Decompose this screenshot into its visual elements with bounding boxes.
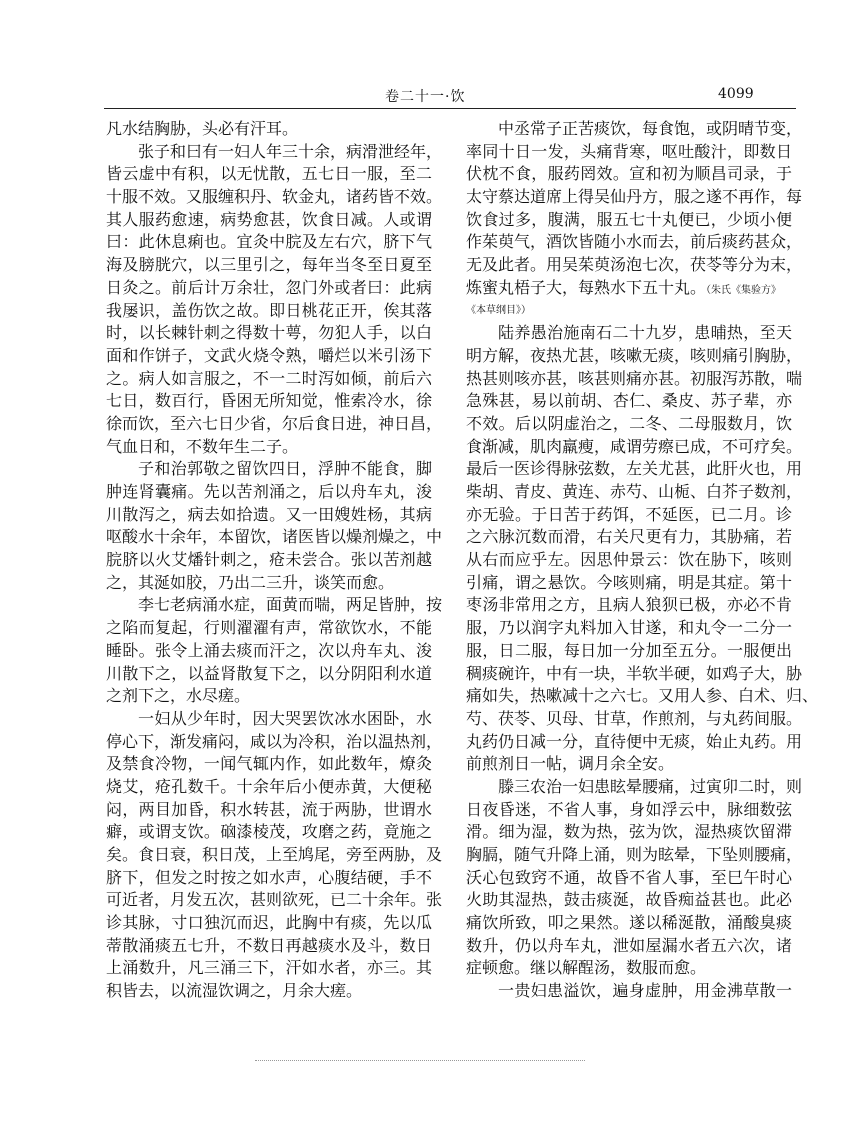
text-line (106, 141, 443, 164)
text-line (106, 368, 432, 391)
text-line-content: 之陷而复起，行则濯濯有声，常欲饮水，不能 (106, 618, 432, 638)
text-line-content: 烧艾，疮孔数千。十余年后小便赤黄，大便秘 (106, 776, 432, 796)
text-line-content: 作茱萸气，酒饮皆随小水而去，前后痰药甚众， (466, 232, 803, 252)
text-line-content: 上涌数升，凡三涌三下，汗如水者，亦三。其 (106, 958, 432, 978)
citation: （朱氏《集验方》 (706, 284, 782, 296)
scan-artifact-divider (255, 1060, 585, 1062)
text-line (466, 118, 803, 141)
paragraph (466, 322, 819, 776)
text-line-content: 脐下，但发之时按之如水声，心腹结硬，手不 (106, 867, 432, 887)
text-line (106, 277, 432, 300)
text-line (466, 957, 792, 980)
text-line (466, 708, 803, 731)
text-line (466, 776, 803, 799)
text-line (106, 980, 432, 1003)
text-line (106, 776, 432, 799)
left-column (106, 118, 443, 1003)
text-line (106, 481, 432, 504)
text-line (466, 935, 792, 958)
text-line-content: 太守蔡达道席上得吴仙丹方，服之遂不再作，每 (466, 187, 803, 207)
text-line-content: 痛如失，热嗽减十之六七。又用人参、白术、归、 (466, 686, 819, 706)
text-line (106, 844, 443, 867)
text-line-content: 食渐减，肌肉羸瘦，咸谓劳瘵已成，不可疗矣。 (466, 436, 803, 456)
text-line (106, 504, 432, 527)
text-line (466, 413, 792, 436)
text-line (466, 980, 792, 1003)
paragraph (106, 141, 443, 459)
text-line (106, 889, 443, 912)
text-line (466, 390, 792, 413)
text-line-content: 服，日二服，每日加一分加至五分。一服便出 (466, 640, 792, 660)
text-line-content: 一贵妇患溢饮，遍身虚肿，用金沸草散一 (498, 981, 792, 1001)
text-line (466, 368, 803, 391)
text-line-content: 前煎剂日一帖，调月余全安。 (466, 754, 675, 774)
text-line-content: 滕三农治一妇患眩晕腰痛，过寅卯二时，则 (498, 776, 803, 796)
text-line-content: 之，其涎如胶，乃出二三升，谈笑而愈。 (106, 572, 395, 592)
text-line (106, 549, 432, 572)
text-line (466, 821, 792, 844)
text-line-content: 无及此者。用吴茱萸汤泡七次，茯苓等分为末， (466, 255, 803, 275)
text-line (106, 390, 432, 413)
text-line (106, 731, 443, 754)
header-rule (104, 108, 796, 109)
text-line-content: 胸膈，随气升降上涌，则为眩晕，下坠则腰痛， (466, 845, 803, 864)
text-line (106, 413, 443, 436)
text-line-content: 积皆去，以流湿饮调之，月余大瘥。 (106, 981, 363, 1001)
text-line-content: 可近者，月发五次，甚则欲死，已二十余年。张 (106, 890, 443, 910)
text-line (466, 504, 792, 527)
text-line-content: 最后一医诊得脉弦数，左关尤甚，此肝火也，用 (466, 459, 803, 479)
text-line (466, 799, 792, 822)
text-line (106, 345, 432, 368)
text-line (466, 731, 803, 754)
paragraph (466, 118, 803, 322)
text-line-content: 火助其湿热，鼓击痰涎，故昏痴益甚也。此必 (466, 890, 792, 910)
text-line (466, 844, 803, 867)
text-line (466, 617, 792, 640)
text-line (466, 549, 792, 572)
text-line (106, 867, 432, 890)
text-line (106, 118, 432, 141)
text-line (106, 594, 443, 617)
text-line (466, 231, 803, 254)
text-line-content: 日灸之。前后计万余壮，忽门外或者曰：此病 (106, 277, 432, 297)
text-line (106, 799, 432, 822)
text-line-content: 一妇从少年时，因大哭罢饮冰水困卧，水 (138, 708, 432, 728)
paragraph (106, 458, 443, 594)
text-line-content: 引痛，谓之悬饮。今咳则痛，明是其症。第十 (466, 572, 792, 592)
text-line (106, 708, 432, 731)
text-line-content: 亦无验。于日苦于药饵，不延医，已二月。诊 (466, 504, 792, 524)
text-line (106, 640, 432, 663)
text-line (106, 935, 432, 958)
text-line (466, 753, 792, 776)
text-line-content: 曰：此休息痢也。宜灸中脘及左右穴，脐下气 (106, 232, 432, 252)
running-header-title: 卷二十一·饮 (385, 89, 466, 105)
text-line-content: 痛饮所致，叩之果然。遂以稀涎散，涌酸臭痰 (466, 913, 792, 933)
text-line (106, 685, 432, 708)
text-line (466, 209, 792, 232)
text-line (106, 163, 432, 186)
text-line (106, 254, 432, 277)
text-line-content: 呕酸水十余年，本留饮，诸医皆以燥剂燥之，中 (106, 527, 443, 547)
text-line (466, 254, 803, 277)
text-line-content: 闷，两目加昏，积水转甚，流于两胁，世谓水 (106, 799, 432, 819)
text-line-content: 芍、茯苓、贝母、甘草，作煎剂，与丸药间服。 (466, 708, 803, 728)
text-line-content: 率同十日一发，头痛背寒，呕吐酸汁，即数日 (466, 141, 792, 161)
text-line-content: 海及膀胱穴，以三里引之，每年当冬至日夏至 (106, 255, 432, 275)
text-line (106, 436, 432, 459)
text-line-content: 川散下之，以益肾散复下之，以分阴阳利水道 (106, 663, 432, 683)
text-line-content: 丸药仍日减一分，直待便中无痰，始止丸药。用 (466, 731, 803, 751)
text-line (466, 663, 803, 686)
text-line-content: 蒂散涌痰五七升，不数日再越痰水及斗，数日 (106, 935, 432, 955)
paragraph (466, 776, 803, 980)
text-line-content: 及禁食冷物，一闻气辄内作，如此数年，燎灸 (106, 754, 432, 774)
text-line-content: 气血日和，不数年生二子。 (106, 436, 299, 456)
text-line-content: 张子和曰有一妇人年三十余，病滑泄经年， (138, 141, 443, 161)
text-line-content: 之。病人如言服之，不一二时泻如倾，前后六 (106, 368, 432, 388)
text-line-content: 时，以长棘针刺之得数十萼，勿犯人手，以白 (106, 323, 432, 343)
text-line (106, 572, 432, 595)
text-line (466, 163, 792, 186)
text-line-content: 皆云虚中有积，以无忧散，五七日一服，至二 (106, 164, 432, 184)
text-line-content: 睡卧。张令上涌去痰而汗之，次以舟车丸、浚 (106, 640, 432, 660)
text-line-content: 之六脉沉数而滑，右关尺更有力，其胁痛，若 (466, 527, 792, 547)
citation-line: 《本草纲目》） (466, 304, 531, 316)
text-line (106, 231, 432, 254)
text-line (106, 663, 432, 686)
paragraph (106, 594, 443, 707)
paragraph (106, 118, 432, 141)
text-line-content: 子和治郭敬之留饮四日，浮肿不能食，脚 (138, 459, 432, 479)
text-line-content: 饮食过多，腹满，服五七十丸便已，少顷小便 (466, 209, 792, 229)
text-line-content: 诊其脉，寸口独沉而迟，此胸中有痰，先以瓜 (106, 913, 432, 933)
text-line-content: 其人服药愈速，病势愈甚，饮食日减。人或谓 (106, 209, 432, 229)
text-line-content: 川散泻之，病去如拾遗。又一田嫂姓杨，其病 (106, 504, 432, 524)
text-line-content: 从右而应乎左。因思仲景云：饮在胁下，咳则 (466, 550, 792, 570)
text-line-content: 服，乃以润字丸料加入甘遂，和丸令一二分一 (466, 618, 792, 638)
text-line (106, 526, 443, 549)
text-line (106, 458, 432, 481)
text-line-content: 脘脐以火艾燔针刺之，疮未尝合。张以苦剂越 (106, 550, 432, 570)
text-line (106, 322, 432, 345)
text-line (466, 277, 792, 300)
text-line-content: 矣。食日衰，积日茂，上至鸠尾，旁至两胁，及 (106, 845, 443, 864)
text-line-content: 炼蜜丸梧子大，每熟水下五十丸。 (466, 277, 707, 297)
text-line-content: 七日，数百行，昏困无所知觉，惟索冷水，徐 (106, 391, 432, 411)
text-line-content: 肿连肾囊痛。先以苦剂涌之，后以舟车丸，浚 (106, 482, 432, 501)
text-line-content: 徐而饮，至六七日少省，尔后食日进，神日昌， (106, 413, 443, 433)
text-line (106, 617, 432, 640)
text-line-content: 我屡识，盖伤饮之故。即日桃花正开，俟其落 (106, 300, 432, 320)
text-line (466, 458, 803, 481)
text-line (106, 912, 432, 935)
text-line-content: 急殊甚，易以前胡、杏仁、桑皮、苏子辈，亦 (466, 391, 792, 411)
text-line-content: 枣汤非常用之方，且病人狼狈已极，亦必不肯 (466, 595, 792, 615)
paragraph (466, 980, 792, 1003)
text-line (466, 322, 792, 345)
text-line-content: 柴胡、青皮、黄连、赤芍、山栀、白芥子数剂， (466, 482, 803, 501)
text-line (106, 753, 432, 776)
text-line-content: 中丞常子正苦痰饮，每食饱，或阴晴节变， (498, 119, 803, 138)
text-line (466, 889, 792, 912)
text-line (466, 685, 819, 708)
text-line-content: 稠痰碗许，中有一块，半软半硬，如鸡子大，胁 (466, 663, 803, 683)
text-line (466, 867, 792, 890)
text-line-content: 陆养愚治施南石二十九岁，患晡热，至天 (498, 323, 792, 343)
text-line (466, 572, 792, 595)
text-line (466, 436, 803, 459)
text-line (106, 957, 432, 980)
text-line (466, 186, 803, 209)
text-line (106, 300, 432, 323)
paragraph (106, 708, 443, 1003)
text-line (106, 209, 432, 232)
text-line-content: 症顿愈。继以解酲汤，数服而愈。 (466, 958, 707, 978)
text-line-content: 日夜昏迷，不省人事，身如浮云中，脉细数弦 (466, 799, 792, 819)
text-line-content: 数升，仍以舟车丸，泄如屋漏水者五六次，诸 (466, 935, 792, 955)
text-line (466, 481, 803, 504)
text-line (466, 594, 792, 617)
text-line-content: 李七老病涌水症，面黄而喘，两足皆肿，按 (138, 595, 443, 615)
text-line (106, 821, 432, 844)
right-column (466, 118, 819, 1003)
text-line-content: 滑。细为湿，数为热，弦为饮，湿热痰饮留滞 (466, 822, 792, 842)
text-line-content: 伏枕不食，服药罔效。宣和初为顺昌司录，于 (466, 164, 792, 184)
text-line (466, 640, 792, 663)
text-line (466, 141, 792, 164)
text-line-content: 癖，或谓支饮。硇漆棱茂，攻磨之药，竟施之 (106, 822, 432, 842)
text-line-content: 停心下，渐发痛闷，咸以为冷积，治以温热剂， (106, 731, 443, 751)
text-line (106, 186, 443, 209)
text-line-content: 之剂下之，水尽瘥。 (106, 686, 251, 706)
page-number: 4099 (718, 86, 754, 102)
text-line (466, 526, 792, 549)
text-line-content: 不效。后以阴虚治之，二冬、二母服数月，饮 (466, 413, 792, 433)
text-line-content: 明方解，夜热尤甚，咳嗽无痰，咳则痛引胸胁， (466, 345, 803, 365)
text-line-content: 热甚则咳亦甚，咳甚则痛亦甚。初服泻苏散，喘 (466, 368, 803, 388)
text-line-content: 凡水结胸胁，头必有汗耳。 (106, 119, 299, 138)
text-line-content: 沃心包致窍不通，故昏不省人事，至巳午时心 (466, 867, 792, 887)
text-line-content: 十服不效。又服缠积丹、软金丸，诸药皆不效。 (106, 187, 443, 207)
text-line-content: 面和作饼子，文武火烧令熟，嚼烂以米引汤下 (106, 345, 432, 365)
text-line (466, 912, 792, 935)
text-line (466, 345, 803, 368)
